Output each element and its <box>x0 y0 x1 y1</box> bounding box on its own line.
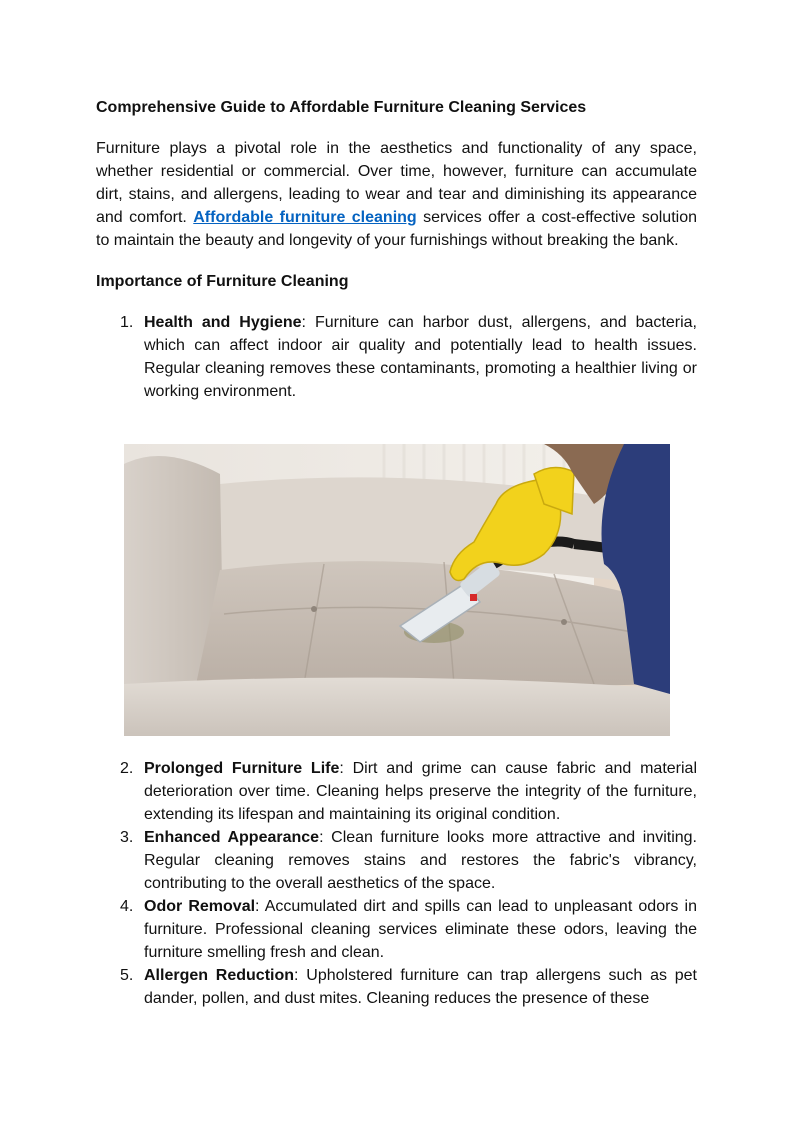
list-item-text: : Clean furniture looks more attractive and inviting. Regular cleaning removes stains and restores the fabric's vibrancy, contributing to the overall aesthetics of the space. <box>144 829 697 892</box>
document-title: Comprehensive Guide to Affordable Furniture Cleaning Services <box>96 99 587 116</box>
list-item-term: Enhanced Appearance <box>144 829 320 846</box>
list-item <box>96 964 697 1010</box>
list-item-text: : Upholstered furniture can trap allergens such as pet dander, pollen, and dust mites. Cleaning reduces the presence of these <box>144 967 697 1007</box>
list-number: 3. <box>120 829 134 846</box>
importance-list-part-1 <box>96 311 697 403</box>
list-number: 1. <box>120 314 134 331</box>
importance-list-part-2 <box>96 757 697 1010</box>
list-number: 4. <box>120 898 134 915</box>
list-number: 5. <box>120 967 134 984</box>
list-item <box>96 895 697 964</box>
list-item-term: Odor Removal <box>144 898 256 915</box>
list-item <box>96 311 697 403</box>
list-item <box>96 826 697 895</box>
list-item-text: : Dirt and grime can cause fabric and material deterioration over time. Cleaning helps preserve the integrity of the furniture, extending its lifespan and maintaining its original condition. <box>144 760 697 823</box>
list-number: 2. <box>120 760 134 777</box>
intro-text-after-link: services offer a cost-effective solution to maintain the beauty and longevity of your furnishings without breaking the bank. <box>96 209 697 249</box>
affordable-furniture-cleaning-link[interactable]: Affordable furniture cleaning <box>193 209 417 226</box>
section-heading: Importance of Furniture Cleaning <box>96 273 349 290</box>
intro-text-before-link: Furniture plays a pivotal role in the aesthetics and functionality of any space, whether residential or commercial. Over time, however, furniture can accumulate dirt, stains, and allergens, leading to wear and tear and diminishing its appearance and comfort. <box>96 140 697 226</box>
list-item-term: Health and Hygiene <box>144 314 302 331</box>
list-item-term: Prolonged Furniture Life <box>144 760 340 777</box>
sofa-cleaning-photo <box>124 444 670 736</box>
list-item-text: : Accumulated dirt and spills can lead to unpleasant odors in furniture. Professional cleaning services eliminate these odors, leaving the furniture smelling fresh and clean. <box>144 898 697 961</box>
list-item-text: : Furniture can harbor dust, allergens, and bacteria, which can affect indoor air quality and potentially lead to health issues. Regular cleaning removes these contaminants, promoting a healthier living or working environment. <box>144 314 697 400</box>
intro-paragraph <box>96 137 697 252</box>
list-item <box>96 757 697 826</box>
document-page <box>96 96 697 403</box>
list-item-term: Allergen Reduction <box>144 967 295 984</box>
